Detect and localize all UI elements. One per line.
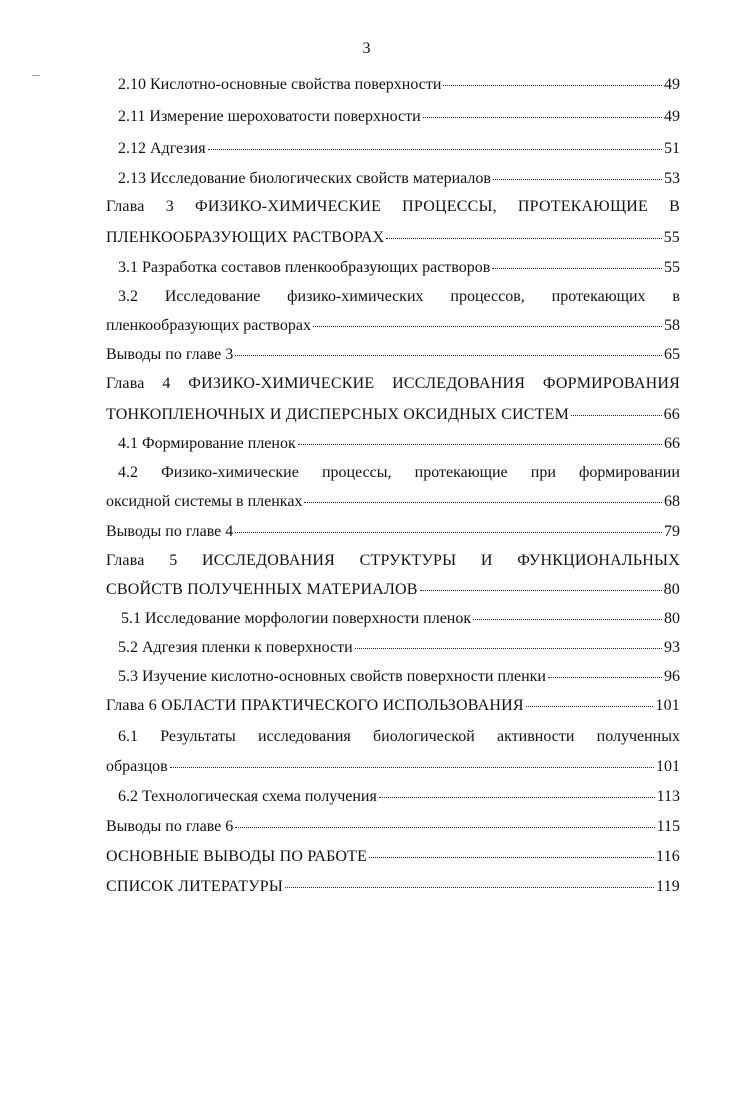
- toc-entry-6-1-line1[interactable]: [118, 726, 680, 748]
- dot-leader: [379, 796, 655, 798]
- dot-leader: [369, 856, 654, 858]
- toc-entry-title: 2.12 Адгезия: [118, 140, 206, 157]
- dot-leader: [526, 705, 654, 707]
- toc-entry-page: 66: [663, 406, 680, 423]
- word: Глава: [106, 552, 145, 569]
- dot-leader: [170, 766, 654, 768]
- toc-entry-title: СПИСОК ЛИТЕРАТУРЫ: [106, 878, 283, 895]
- toc-chapter-4-line1[interactable]: [106, 373, 680, 395]
- word: исследования: [258, 728, 351, 745]
- toc-entry-title: 6.2 Технологическая схема получения: [118, 788, 377, 805]
- dot-leader: [548, 676, 662, 678]
- toc-entry-page: 66: [664, 435, 680, 452]
- toc-chapter-5-line2[interactable]: [106, 579, 680, 601]
- scan-mark: [32, 75, 40, 76]
- word: Глава: [106, 198, 145, 215]
- toc-conclusions-3[interactable]: [106, 344, 680, 366]
- toc-entry-5-3[interactable]: [118, 666, 680, 688]
- toc-entry-page: 79: [664, 523, 680, 540]
- toc-entry-3-1[interactable]: [118, 257, 680, 279]
- toc-entry-title: ОСНОВНЫЕ ВЫВОДЫ ПО РАБОТЕ: [106, 848, 368, 865]
- word: 3: [165, 198, 174, 215]
- toc-entry-5-1[interactable]: [121, 608, 680, 630]
- toc-entry-title: 5.1 Исследование морфологии поверхности пленок: [121, 610, 472, 627]
- word: 5: [169, 552, 178, 569]
- dot-leader: [304, 501, 662, 503]
- toc-chapter-4-line2[interactable]: [106, 404, 680, 426]
- toc-entry-title: Глава 6 ОБЛАСТИ ПРАКТИЧЕСКОГО ИСПОЛЬЗОВАНИЯ: [106, 697, 524, 714]
- dot-leader: [298, 443, 662, 445]
- toc-chapter-3-line1[interactable]: [106, 196, 680, 218]
- dot-leader: [423, 116, 662, 118]
- dot-leader: [571, 414, 662, 416]
- toc-entry-title: СВОЙСТВ ПОЛУЧЕННЫХ МАТЕРИАЛОВ: [106, 581, 418, 598]
- toc-entry-4-1[interactable]: [118, 433, 680, 455]
- word: В: [669, 198, 680, 215]
- dot-leader: [443, 84, 662, 86]
- dot-leader: [473, 618, 662, 620]
- word: ПРОТЕКАЮЩИЕ: [517, 198, 649, 215]
- word: Результаты: [160, 728, 236, 745]
- toc-conclusions-4[interactable]: [106, 521, 680, 543]
- dot-leader: [493, 178, 662, 180]
- toc-entry-title: 3.1 Разработка составов пленкообразующих растворов: [118, 259, 491, 276]
- word: ИССЛЕДОВАНИЯ: [202, 552, 335, 569]
- toc-entry-page: 51: [664, 140, 680, 157]
- word: 6.1: [118, 728, 138, 745]
- dot-leader: [420, 589, 662, 591]
- word: физико-химических: [287, 288, 424, 305]
- toc-entry-2-10[interactable]: [118, 74, 680, 96]
- toc-entry-title: ПЛЕНКООБРАЗУЮЩИХ РАСТВОРАХ: [106, 229, 385, 246]
- word: Физико-химические: [161, 464, 299, 481]
- toc-references[interactable]: [106, 876, 680, 898]
- toc-entry-page: 80: [663, 581, 680, 598]
- toc-entry-title: Выводы по главе 6: [106, 818, 234, 835]
- toc-entry-4-2-line1[interactable]: [118, 462, 680, 484]
- toc-entry-title: образцов: [106, 758, 168, 775]
- dot-leader: [285, 886, 654, 888]
- word: ИССЛЕДОВАНИЯ: [392, 375, 526, 392]
- word: полученных: [596, 728, 680, 745]
- toc-entry-page: 49: [664, 108, 680, 125]
- word: Исследование: [164, 288, 261, 305]
- word: протекающих: [551, 288, 646, 305]
- toc-entry-title: ТОНКОПЛЕНОЧНЫХ И ДИСПЕРСНЫХ ОКСИДНЫХ СИСТЕМ: [106, 406, 570, 423]
- toc-entry-4-2-line2[interactable]: [106, 491, 680, 513]
- word: процессы,: [321, 464, 392, 481]
- word: процессов,: [450, 288, 525, 305]
- word: Глава: [106, 375, 145, 392]
- toc-entry-2-13[interactable]: [118, 168, 680, 190]
- word: активности: [497, 728, 575, 745]
- word: 3.2: [118, 288, 138, 305]
- toc-entry-title: оксидной системы в пленках: [106, 493, 303, 510]
- toc-entry-title: Выводы по главе 3: [106, 346, 234, 363]
- toc-entry-page: 80: [664, 610, 680, 627]
- word: ПРОЦЕССЫ,: [402, 198, 497, 215]
- toc-entry-2-12[interactable]: [118, 138, 680, 160]
- toc-entry-title: 5.3 Изучение кислотно-основных свойств поверхности пленки: [118, 668, 546, 685]
- toc-entry-page: 55: [664, 259, 680, 276]
- toc-entry-page: 55: [663, 229, 680, 246]
- word: при: [530, 464, 556, 481]
- toc-entry-page: 68: [664, 493, 680, 510]
- word: 4: [162, 375, 171, 392]
- toc-entry-title: 2.13 Исследование биологических свойств материалов: [118, 170, 491, 187]
- toc-chapter-3-line2[interactable]: [106, 227, 680, 249]
- toc-entry-title: пленкообразующих растворах: [106, 317, 311, 334]
- word: формировании: [578, 464, 680, 481]
- toc-entry-3-2-line2[interactable]: [106, 315, 680, 337]
- toc-entry-title: 2.11 Измерение шероховатости поверхности: [118, 108, 421, 125]
- toc-entry-page: 96: [664, 668, 680, 685]
- word: ФУНКЦИОНАЛЬНЫХ: [517, 552, 680, 569]
- toc-entry-page: 49: [664, 76, 680, 93]
- toc-entry-page: 58: [664, 317, 680, 334]
- word: СТРУКТУРЫ: [359, 552, 457, 569]
- toc-conclusions-6[interactable]: [106, 816, 680, 838]
- toc-main-conclusions[interactable]: [106, 846, 680, 868]
- toc-entry-title: 4.1 Формирование пленок: [118, 435, 296, 452]
- dot-leader: [386, 237, 661, 239]
- word: 4.2: [118, 464, 138, 481]
- toc-entry-page: 101: [656, 758, 680, 775]
- toc-entry-page: 116: [655, 848, 680, 865]
- word: И: [480, 552, 493, 569]
- toc-chapter-6[interactable]: [106, 695, 680, 717]
- toc-entry-6-1-line2[interactable]: [106, 756, 680, 778]
- toc-entry-page: 65: [664, 346, 680, 363]
- word: биологической: [372, 728, 475, 745]
- word: ФОРМИРОВАНИЯ: [542, 375, 680, 392]
- toc-entry-3-2-line1[interactable]: [118, 286, 680, 308]
- dot-leader: [235, 531, 662, 533]
- toc-entry-title: 5.2 Адгезия пленки к поверхности: [118, 639, 353, 656]
- word: ФИЗИКО-ХИМИЧЕСКИЕ: [188, 375, 375, 392]
- toc-entry-title: 2.10 Кислотно-основные свойства поверхности: [118, 76, 442, 93]
- dot-leader: [313, 325, 662, 327]
- dot-leader: [492, 267, 662, 269]
- dot-leader: [355, 647, 662, 649]
- dot-leader: [235, 826, 654, 828]
- toc-chapter-5-line1[interactable]: [106, 550, 680, 572]
- toc-entry-page: 113: [656, 788, 680, 805]
- dot-leader: [208, 148, 662, 150]
- toc-entry-page: 93: [664, 639, 680, 656]
- toc-entry-2-11[interactable]: [118, 106, 680, 128]
- dot-leader: [235, 354, 662, 356]
- toc-entry-page: 115: [656, 818, 680, 835]
- word: в: [672, 288, 680, 305]
- toc-entry-5-2[interactable]: [118, 637, 680, 659]
- word: протекающие: [414, 464, 508, 481]
- toc-entry-page: 101: [655, 697, 680, 714]
- word: ФИЗИКО-ХИМИЧЕСКИЕ: [195, 198, 382, 215]
- toc-entry-page: 53: [664, 170, 680, 187]
- page-number: 3: [362, 40, 371, 57]
- toc-entry-page: 119: [655, 878, 680, 895]
- toc-entry-title: Выводы по главе 4: [106, 523, 234, 540]
- toc-entry-6-2[interactable]: [118, 786, 680, 808]
